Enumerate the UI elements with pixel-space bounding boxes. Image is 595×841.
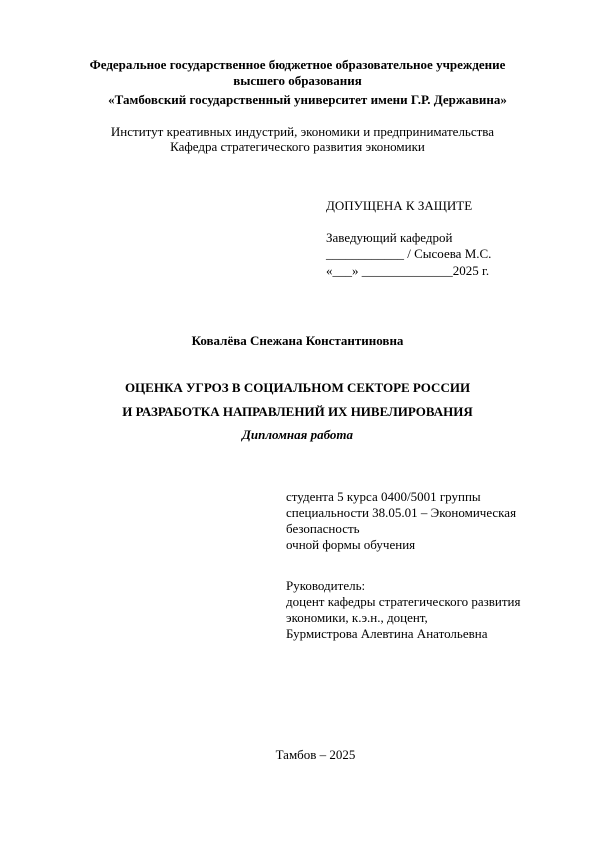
- student-info-line-2: специальности 38.05.01 – Экономическая: [286, 505, 517, 520]
- author-name: Ковалёва Снежана Константиновна: [191, 333, 404, 348]
- org-name-line-2: высшего образования: [233, 73, 362, 88]
- supervisor-info: [286, 578, 520, 642]
- thesis-type: Дипломная работа: [241, 427, 353, 442]
- approval-date-line: «___» ______________2025 г.: [326, 263, 490, 278]
- approval-signature-line: ____________ / Сысоева М.С.: [326, 246, 492, 261]
- supervisor-line-2: экономики, к.э.н., доцент,: [286, 610, 428, 625]
- institute-name: Институт креативных индустрий, экономики и предпринимательства: [110, 124, 495, 139]
- thesis-title-line-2: И РАЗРАБОТКА НАПРАВЛЕНИЙ ИХ НИВЕЛИРОВАНИЯ: [122, 404, 473, 419]
- student-info-line-3: безопасность: [286, 521, 360, 536]
- org-name-line-1: Федеральное государственное бюджетное образовательное учреждение: [89, 57, 506, 72]
- supervisor-line-3: Бурмистрова Алевтина Анатольевна: [286, 626, 488, 641]
- student-info-line-4: очной формы обучения: [286, 537, 416, 552]
- student-info: [286, 489, 516, 553]
- thesis-title-line-1: ОЦЕНКА УГРОЗ В СОЦИАЛЬНОМ СЕКТОРЕ РОССИИ: [124, 380, 471, 395]
- university-name: «Тамбовский государственный университет имени Г.Р. Державина»: [108, 92, 507, 107]
- place-year: Тамбов – 2025: [275, 747, 356, 762]
- supervisor-line-1: доцент кафедры стратегического развития: [286, 594, 521, 609]
- student-info-line-1: студента 5 курса 0400/5001 группы: [286, 489, 481, 504]
- supervisor-label: Руководитель:: [286, 578, 366, 593]
- department-name: Кафедра стратегического развития экономики: [170, 139, 425, 154]
- approval-role: Заведующий кафедрой: [326, 230, 453, 245]
- approval-title: ДОПУЩЕНА К ЗАЩИТЕ: [326, 198, 473, 213]
